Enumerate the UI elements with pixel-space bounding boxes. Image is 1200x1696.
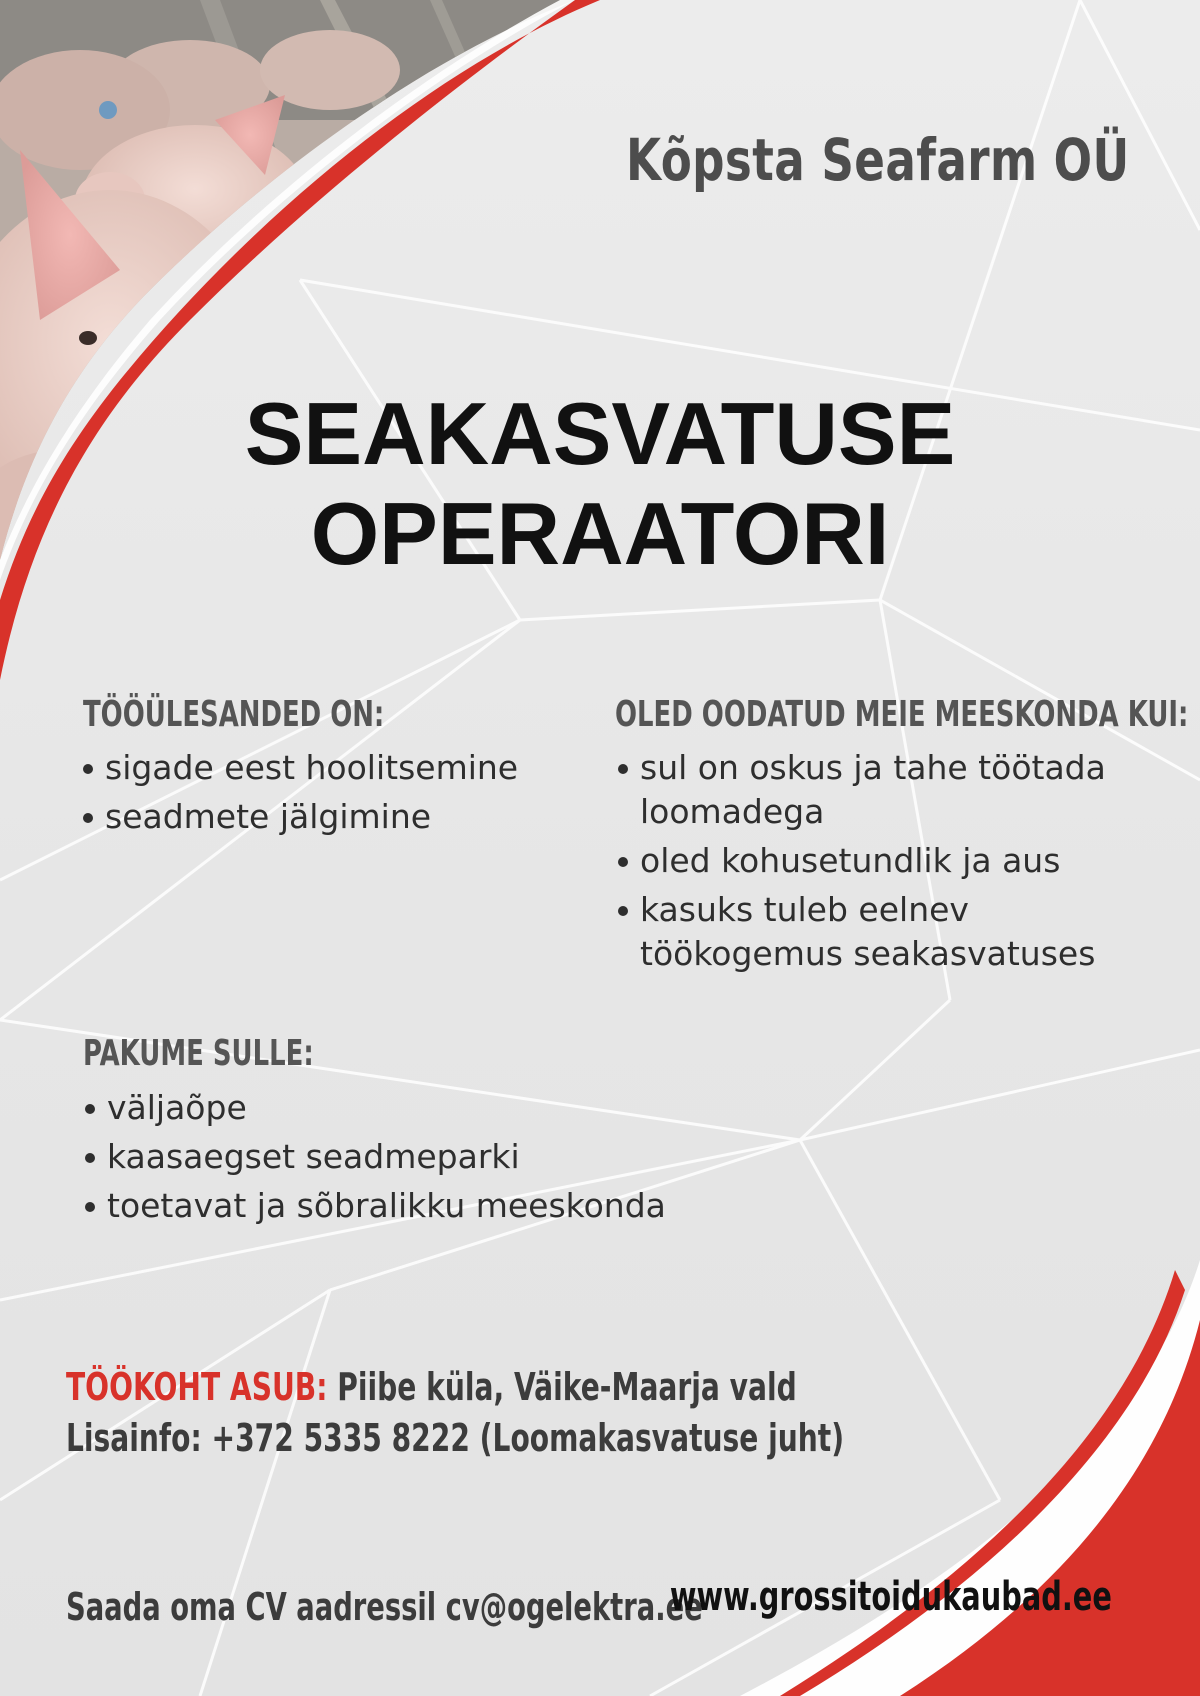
- list-item: [615, 746, 1106, 834]
- list-item-line2: töökogemus seakasvatuses: [640, 934, 1096, 973]
- list-item-line2: loomadega: [640, 792, 825, 831]
- list-item: toetavat ja sõbralikku meeskonda: [82, 1184, 666, 1228]
- list-item: väljaõpe: [82, 1086, 666, 1130]
- location-label: TÖÖKOHT ASUB:: [66, 1365, 328, 1409]
- website-link[interactable]: www.grossitoidukaubad.ee: [670, 1574, 1112, 1620]
- requirements-heading: OLED OODATUD MEIE MEESKONDA KUI:: [615, 694, 1189, 735]
- company-name: Kõpsta Seafarm OÜ: [626, 126, 1130, 194]
- list-item: kaasaegset seadmeparki: [82, 1135, 666, 1179]
- cv-instruction: Saada oma CV aadressil cv@ogelektra.ee: [66, 1585, 703, 1629]
- list-item: seadmete jälgimine: [80, 795, 518, 839]
- list-item: [615, 839, 1106, 883]
- job-title-line2: OPERAATORI: [310, 484, 890, 583]
- offer-heading: PAKUME SULLE:: [83, 1033, 314, 1074]
- contact-info: Lisainfo: +372 5335 8222 (Loomakasvatuse juht): [66, 1416, 845, 1460]
- list-item-line1: oled kohusetundlik ja aus: [640, 841, 1061, 880]
- list-item: sigade eest hoolitsemine: [80, 746, 518, 790]
- job-title-line1: SEAKASVATUSE: [244, 384, 956, 483]
- list-item-line1: kasuks tuleb eelnev: [640, 890, 969, 929]
- list-item: [615, 888, 1106, 976]
- list-item-line1: sul on oskus ja tahe töötada: [640, 748, 1106, 787]
- duties-heading: TÖÖÜLESANDED ON:: [83, 694, 385, 735]
- location-value: Piibe küla, Väike-Maarja vald: [337, 1365, 797, 1409]
- requirements-list: [615, 746, 1106, 981]
- offer-list: [82, 1086, 666, 1233]
- duties-list: [80, 746, 518, 844]
- location-line: [66, 1365, 797, 1409]
